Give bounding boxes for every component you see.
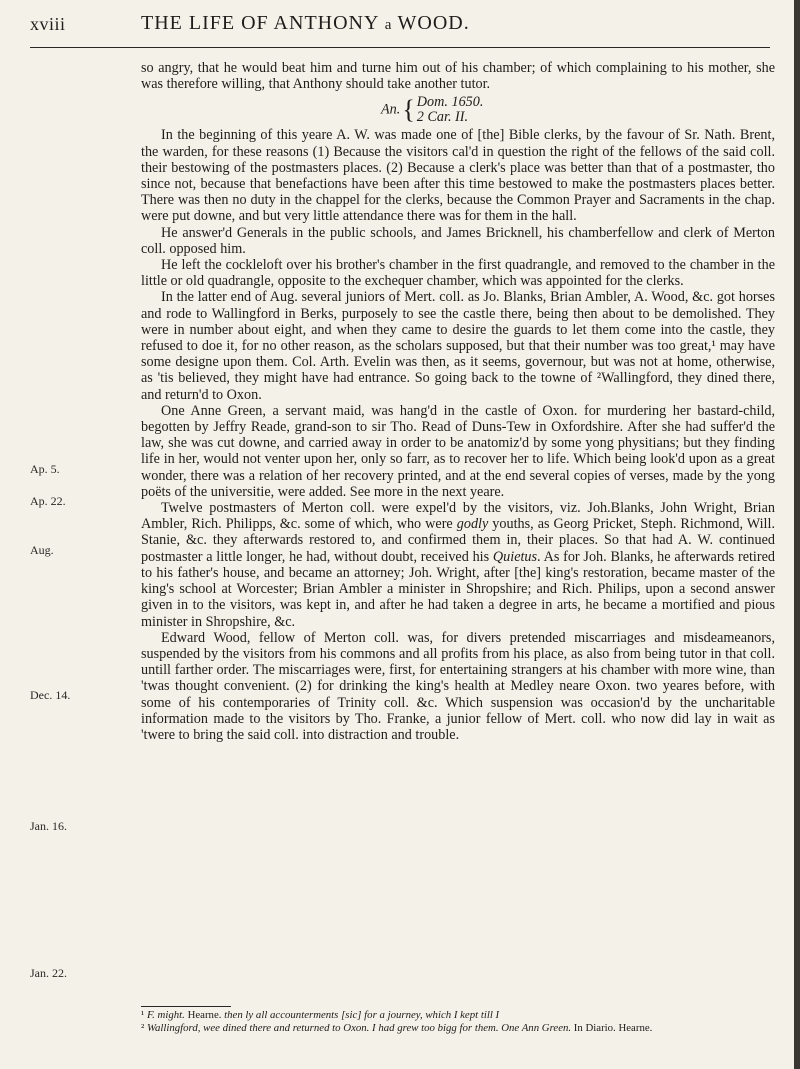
footnote-2-a: Wallingford, wee dined there and returned to Oxon. I had grew too bigg for them. One Ann Green. [146, 1021, 572, 1034]
footnote-2-b: In Diario. [573, 1021, 616, 1034]
running-title-main: THE LIFE OF ANTHONY [141, 12, 379, 34]
footnote-2 [141, 1022, 775, 1035]
paragraph-anne-green: One Anne Green, a servant maid, was hang'd in the castle of Oxon. for murdering her bastard-child, begotten by Jeffry Reade, grand-son to sir Tho. Read of Duns-Tew in Oxfordshire. After she had suffer'd the law, she was cut downe, and carried away in order to be anatomiz'd by some yong physitians; but they finding life in her, would not venter upon her, only so farr, as to recover her to life. Which being look'd upon as a great wonder, there was a relation of her recovery printed, and at the end several copies of verses, made by the yong poëts of the universitie, were added. See more in the next yeare. [141, 402, 775, 500]
paragraph-wallingford: In the latter end of Aug. several juniors of Mert. coll. as Jo. Blanks, Brian Ambler, A. Wood, &c. got horses and rode to Wallingford in Berks, purposely to see the castle there, being then about to be demolished. They were in number about eight, and when they came to desire the guards to let them come into the castle, they refused to doe it, for no other reason, as the scholars supposed, but that their number was too great,¹ may have some designe upon them. Col. Arth. Evelin was then, as it seems, governour, but was not at home, otherwise, as 'tis believed, they might have had entrance. So going back to the towne of ²Wallingford, they dined there, and return'd to Oxon. [141, 289, 775, 403]
margin-note-ap22: Ap. 22. [30, 494, 66, 508]
date-block [141, 95, 775, 125]
running-title-small: a [384, 17, 392, 33]
page-number: xviii [30, 14, 66, 34]
paragraph-postmasters: Twelve postmasters of Merton coll. were expel'd by the visitors, viz. Joh.Blanks, John Wright, Brian Ambler, Rich. Philipps, &c. some of which, who were godly youths, as Georg Pricket, Steph. Richmond, Will. Stanie, &c. they afterwards restored to, and confirmed them in, their places. So that had A. W. continued postmaster a little longer, he had, without doubt, received his Quietus. As for Joh. Blanks, he afterwards retired to his father's house, and became an attorney; Joh. Wright, after [the] king's restoration, became master of the king's school at Worcester; Brian Ambler a minister in Shropshire; and Rich. Philips, upon a second answer given in to the visitors, was kept in, and after he had taken a degree in arts, he became a mortified and pious minister in Shropshire, &c. [141, 500, 775, 630]
footnote-rule [141, 1006, 231, 1007]
paragraph-generals: He answer'd Generals in the public schools, and James Bricknell, his chamberfellow and clerk of Merton coll. opposed him. [141, 224, 775, 257]
paragraph-edward-wood: Edward Wood, fellow of Merton coll. was, for divers pretended miscarriages and misdeameanors, suspended by the visitors from his commons and all profits from his place, as also from being tutor in that coll. untill farther order. The miscarriages were, first, for entertaining strangers at his chamber with more wine, than 'twas thought convenient. (2) for drinking the king's health at Medley neare Oxon. two yeares before, with some of his contemporaries of Trinity coll. &c. Which suspension was occasion'd by the uncharitable information made to the visitors by Tho. Franke, a junior fellow of Mert. coll. who now did lay in wait as 'twere to bring the said coll. into distraction and trouble. [141, 629, 775, 743]
footnote-1-a: F. might. [146, 1009, 185, 1021]
date-an: An. [381, 101, 401, 118]
paragraph-cockleloft: He left the cockleloft over his brother's chamber in the first quadrangle, and removed to the chamber in the little or old quadrangle, opposite to the exchequer chamber, which was appointed for the clerks. [141, 257, 775, 290]
footnote-2-c: Hearne. [618, 1021, 653, 1034]
footnote-1-b: Hearne. [187, 1009, 222, 1021]
running-title [141, 12, 470, 35]
footnote-1-marker: ¹ [141, 1009, 145, 1021]
paragraph-intro: so angry, that he would beat him and turne him out of his chamber; of which complaining to his mother, she was therefore willing, that Anthony should take another tutor. [141, 60, 775, 93]
header-rule [30, 47, 770, 48]
body-text [141, 60, 775, 743]
footnote-2-marker: ² [141, 1021, 145, 1034]
footnote-1 [141, 1009, 775, 1022]
margin-note-aug: Aug. [30, 543, 54, 557]
margin-note-ap5: Ap. 5. [30, 462, 60, 476]
page-edge-shadow [794, 0, 800, 1069]
footnote-1-c: then ly all accounterments [sic] for a journey, which I kept till I [224, 1009, 500, 1021]
margin-note-jan16: Jan. 16. [30, 819, 67, 833]
paragraph-bible-clerks: In the beginning of this yeare A. W. was made one of [the] Bible clerks, by the favour of Sr. Nath. Brent, the warden, for these reasons (1) Because the visitors cal'd in question the right of the fellows of the said coll. their bestowing of the postmasters places. (2) Because a clerk's place was better than that of a postmaster, tho since not, because that benefactions have been after this time bestowed to make the postmasters places better. There was then no duty in the chappel for the clerks, because the Common Prayer and Sacraments in the chap. were put downe, and but very little attendance there was for them in the hall. [141, 127, 775, 225]
date-line-1: Dom. 1650. [416, 94, 484, 111]
footnotes [141, 1006, 775, 1034]
date-lines [417, 95, 484, 125]
margin-note-jan22: Jan. 22. [30, 966, 67, 980]
running-title-end: WOOD. [397, 12, 470, 34]
date-line-2: 2 Car. II. [416, 109, 469, 126]
margin-note-dec14: Dec. 14. [30, 688, 71, 702]
brace-glyph: { [402, 95, 415, 125]
